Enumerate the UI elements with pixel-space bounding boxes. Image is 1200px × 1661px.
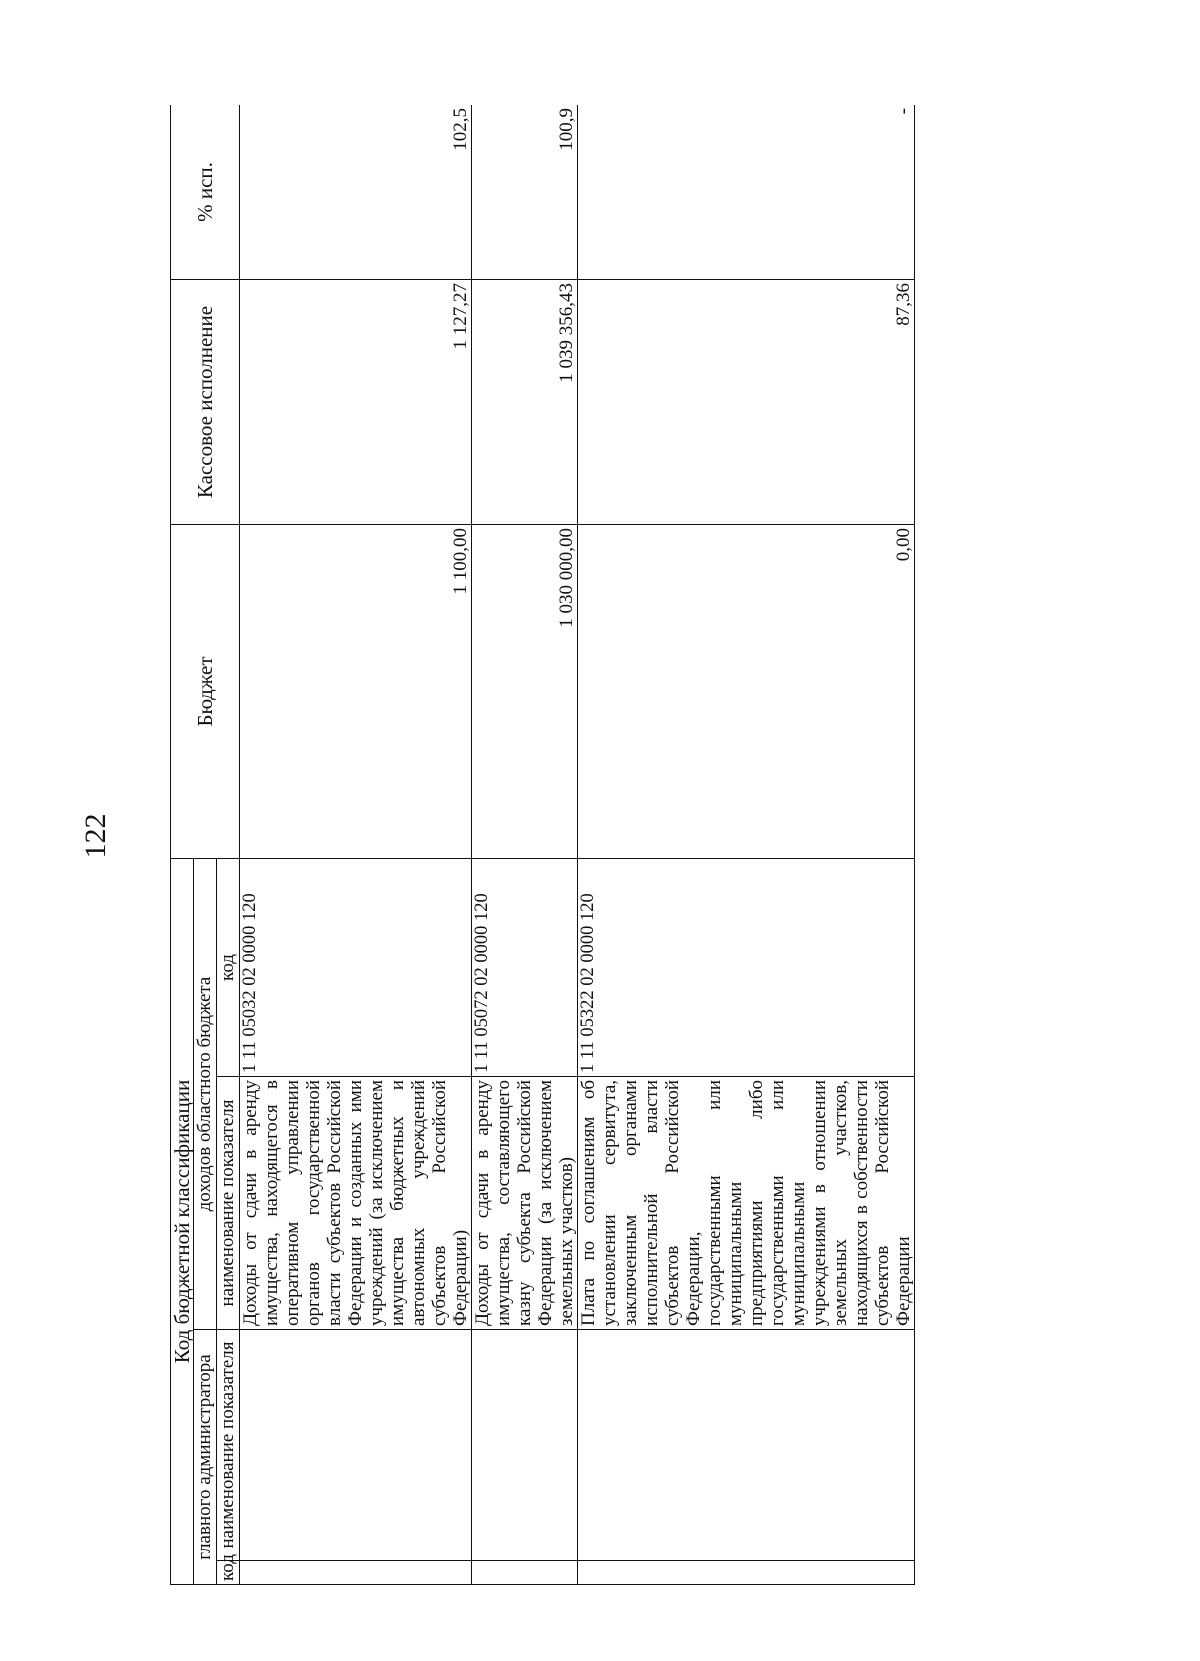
budget-table bbox=[170, 105, 915, 1585]
header-admin-name: наименование показателя bbox=[217, 1330, 240, 1561]
table-row bbox=[240, 105, 472, 1585]
row-percent: - bbox=[578, 105, 915, 279]
row-percent: 102,5 bbox=[240, 105, 472, 279]
header-classification: Код бюджетной классификации bbox=[171, 858, 194, 1584]
header-income-code: код bbox=[217, 858, 240, 1076]
row-income-code: 1 11 05072 02 0000 120 bbox=[472, 858, 578, 1076]
row-budget: 0,00 bbox=[578, 524, 915, 858]
table-sheet bbox=[170, 105, 922, 1585]
row-admin-code bbox=[472, 1561, 578, 1585]
row-admin-code bbox=[578, 1561, 915, 1585]
header-budget: Бюджет bbox=[171, 524, 240, 858]
row-income-name: Доходы от сдачи в аренду имущества, составляющего казну субъекта Российской Федерации (за исключением земельных участков) bbox=[472, 1077, 578, 1330]
row-admin-name bbox=[578, 1330, 915, 1561]
header-income-name: наименование показателя bbox=[217, 1077, 240, 1330]
table-rotator bbox=[170, 105, 922, 1585]
row-income-code: 1 11 05322 02 0000 120 bbox=[578, 858, 915, 1076]
page-number: 122 bbox=[79, 813, 112, 859]
header-percent: % исп. bbox=[171, 105, 240, 279]
row-income-name: Плата по соглашениям об установлении сервитута, заключенным органами исполнительной власти субъектов Российской Федерации, государственными или муниципальными предприятиями либо государственными или муниципальными учреждениями в отношении земельных участков, находящихся в собственности субъектов Российской Федерации bbox=[578, 1077, 915, 1330]
header-execution: Кассовое исполнение bbox=[171, 279, 240, 524]
row-budget: 1 030 000,00 bbox=[472, 524, 578, 858]
row-admin-name bbox=[240, 1330, 472, 1561]
header-income-group: доходов областного бюджета bbox=[194, 858, 217, 1329]
row-admin-code bbox=[240, 1561, 472, 1585]
row-income-name: Доходы от сдачи в аренду имущества, находящегося в оперативном управлении органов государственной власти субъектов Российской Федерации и созданных ими учреждений (за исключением имущества бюджетных и автономных учреждений субъектов Российской Федерации) bbox=[240, 1077, 472, 1330]
row-income-code: 1 11 05032 02 0000 120 bbox=[240, 858, 472, 1076]
row-execution: 1 039 356,43 bbox=[472, 279, 578, 524]
row-execution: 1 127,27 bbox=[240, 279, 472, 524]
table-row bbox=[472, 105, 578, 1585]
header-admin-code: код bbox=[217, 1561, 240, 1585]
row-admin-name bbox=[472, 1330, 578, 1561]
row-execution: 87,36 bbox=[578, 279, 915, 524]
header-admin-group: главного администратора bbox=[194, 1330, 217, 1585]
row-percent: 100,9 bbox=[472, 105, 578, 279]
row-budget: 1 100,00 bbox=[240, 524, 472, 858]
table-row bbox=[578, 105, 915, 1585]
